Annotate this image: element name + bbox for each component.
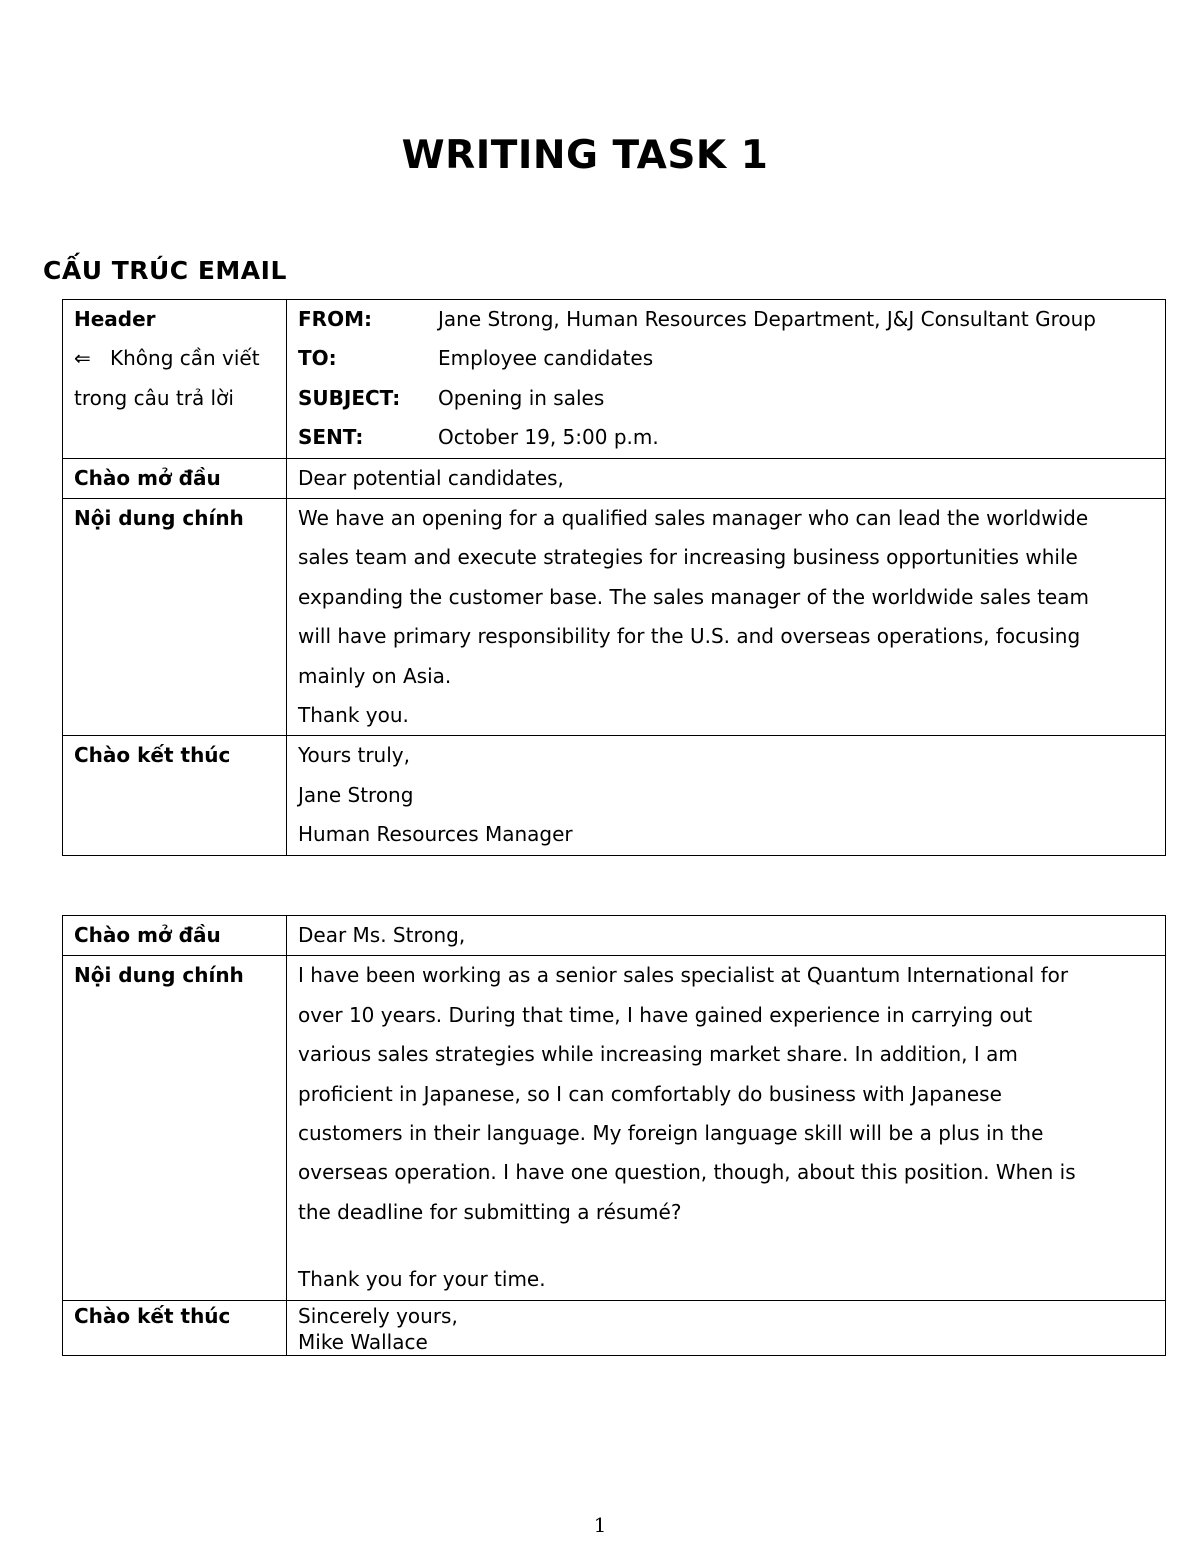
row-label: Chào mở đầu [63, 458, 287, 498]
closing-line: Jane Strong [298, 782, 414, 807]
field-key: FROM: [298, 307, 372, 331]
table-row-closing [63, 736, 1166, 855]
body-line: I have been working as a senior sales specialist at Quantum International for [298, 963, 1069, 988]
header-label-cell [63, 300, 287, 459]
email-response-table-2 [62, 915, 1166, 1356]
header-field-from [298, 300, 1165, 339]
header-fields-cell [287, 300, 1166, 459]
table-row-body [63, 956, 1166, 1300]
field-value: October 19, 5:00 p.m. [438, 425, 659, 450]
field-value: Employee candidates [438, 346, 654, 371]
page-title: WRITING TASK 1 [401, 133, 769, 178]
field-key: SUBJECT: [298, 385, 401, 410]
closing-line: Human Resources Manager [298, 822, 573, 847]
page-number: 1 [593, 1513, 607, 1537]
header-note-text: Không cần viết trong câu trả lời [74, 346, 260, 410]
row-label: Chào kết thúc [63, 736, 287, 855]
closing-line: Mike Wallace [298, 1329, 428, 1354]
field-value: Jane Strong, Human Resources Department, J&J Consultant Group [438, 307, 1096, 331]
row-label: Chào kết thúc [63, 1300, 287, 1355]
header-field-to [298, 339, 1165, 378]
field-key: TO: [298, 346, 337, 371]
body-line: mainly on Asia. [298, 663, 452, 688]
body-line: proficient in Japanese, so I can comfortably do business with Japanese [298, 1081, 1002, 1106]
field-value: Opening in sales [438, 385, 605, 410]
row-label: Nội dung chính [63, 499, 287, 736]
body-line: will have primary responsibility for the U.S. and overseas operations, focusing [298, 624, 1081, 649]
body-line: the deadline for submitting a résumé? [298, 1199, 682, 1224]
header-field-sent [298, 418, 1165, 457]
closing-text [287, 736, 1166, 855]
email-structure-table-1 [62, 299, 1166, 856]
section-heading: CẤU TRÚC EMAIL [43, 256, 287, 285]
closing-line: Sincerely yours, [298, 1303, 458, 1328]
body-blank-line [298, 1232, 1165, 1260]
body-line: Thank you for your time. [298, 1267, 546, 1292]
header-field-subject [298, 379, 1165, 418]
table-row-body [63, 499, 1166, 736]
row-label: Chào mở đầu [63, 916, 287, 956]
body-text [287, 499, 1166, 736]
left-double-arrow-icon: ⇐ [74, 346, 91, 371]
greeting-text: Dear Ms. Strong, [287, 916, 1166, 956]
row-label: Header [74, 307, 156, 331]
body-line: We have an opening for a qualified sales manager who can lead the worldwide [298, 506, 1089, 531]
header-note [74, 346, 260, 409]
body-line: over 10 years. During that time, I have gained experience in carrying out [298, 1002, 1033, 1027]
body-line: various sales strategies while increasing market share. In addition, I am [298, 1042, 1018, 1067]
table-row-closing [63, 1300, 1166, 1355]
body-text [287, 956, 1166, 1300]
field-key: SENT: [298, 425, 364, 450]
table-row-header [63, 300, 1166, 459]
body-line: sales team and execute strategies for increasing business opportunities while [298, 545, 1078, 570]
body-line: expanding the customer base. The sales manager of the worldwide sales team [298, 584, 1089, 609]
body-line: overseas operation. I have one question, though, about this position. When is [298, 1160, 1076, 1185]
body-line: Thank you. [298, 703, 409, 728]
table-row-greeting [63, 916, 1166, 956]
closing-text [287, 1300, 1166, 1355]
table-row-greeting [63, 458, 1166, 498]
greeting-text: Dear potential candidates, [287, 458, 1166, 498]
row-label: Nội dung chính [63, 956, 287, 1300]
body-line: customers in their language. My foreign language skill will be a plus in the [298, 1121, 1044, 1146]
closing-line: Yours truly, [298, 743, 410, 768]
